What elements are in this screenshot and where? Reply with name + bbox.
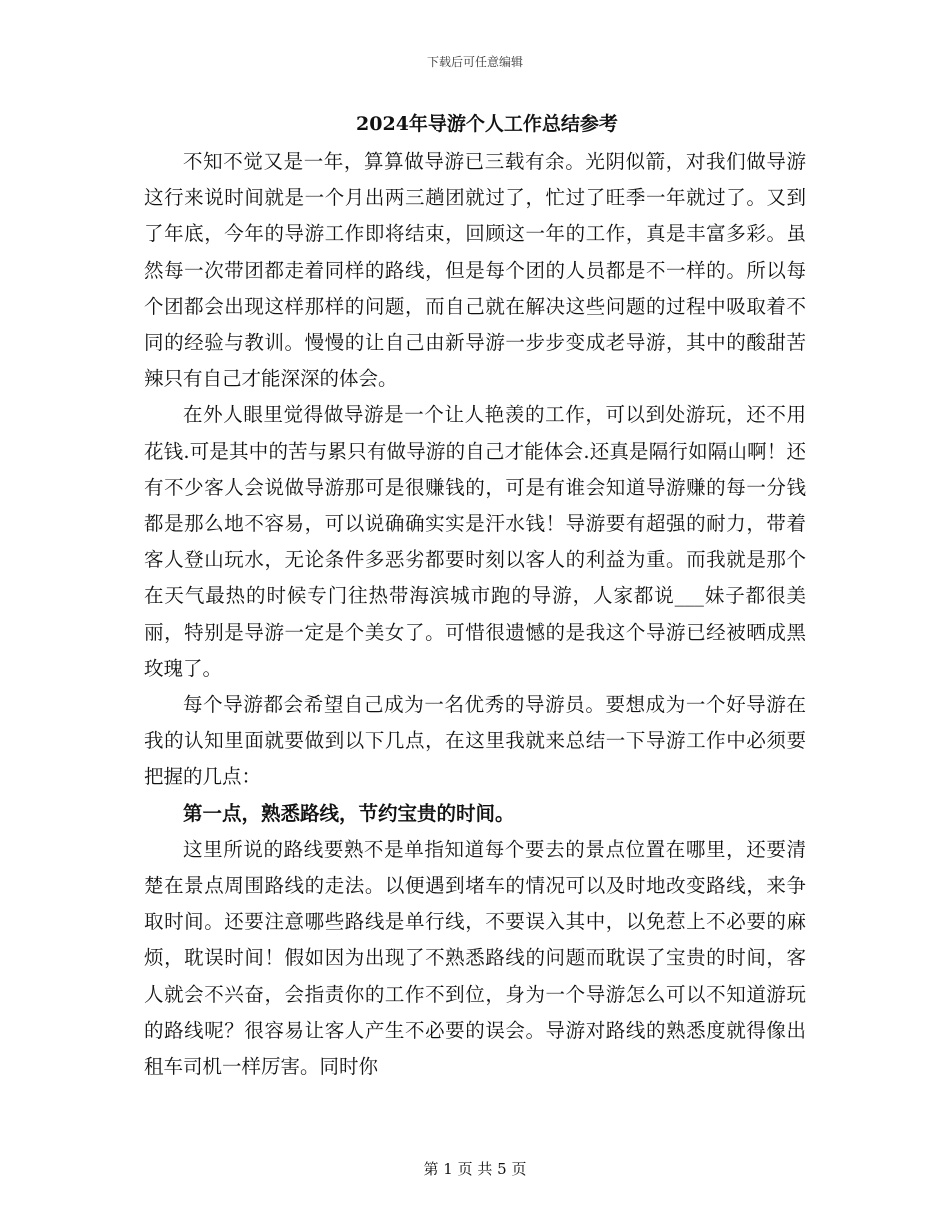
- paragraph-hardship: 在外人眼里觉得做导游是一个让人艳羡的工作，可以到处游玩，还不用花钱.可是其中的苦与累只有做导游的自己才能体会.还真是隔行如隔山啊！还有不少客人会说做导游那可是很赚钱的，可是有谁会知道导游赚的每一分钱都是那么地不容易，可以说确确实实是汗水钱！导游要有超强的耐力，带着客人登山玩水，无论条件多恶劣都要时刻以客人的利益为重。而我就是那个在天气最热的时候专门往热带海滨城市跑的导游，人家都说___妹子都很美丽，特别是导游一定是个美女了。可惜很遗憾的是我这个导游已经被晒成黑玫瑰了。: [144, 403, 806, 680]
- paragraph-routes: 这里所说的路线要熟不是单指知道每个要去的景点位置在哪里，还要清楚在景点周围路线的走法。以便遇到堵车的情况可以及时地改变路线，来争取时间。还要注意哪些路线是单行线，不要误入其中，以免惹上不必要的麻烦，耽误时间！假如因为出现了不熟悉路线的问题而耽误了宝贵的时间，客人就会不兴奋，会指责你的工作不到位，身为一个导游怎么可以不知道游玩的路线呢？很容易让客人产生不必要的误会。导游对路线的熟悉度就得像出租车司机一样厉害。同时你: [144, 837, 806, 1079]
- page-number: 第 1 页 共 5 页: [423, 1160, 527, 1178]
- page-header-note: 下载后可任意编辑: [426, 55, 523, 69]
- document-title: 2024年导游个人工作总结参考: [356, 113, 618, 135]
- document-body: [144, 108, 806, 1085]
- section-heading-first-point: 第一点，熟悉路线，节约宝贵的时间。: [183, 801, 515, 825]
- paragraph-intro: 不知不觉又是一年，算算做导游已三载有余。光阴似箭，对我们做导游这行来说时间就是一个月出两三趟团就过了，忙过了旺季一年就过了。又到了年底，今年的导游工作即将结束，回顾这一年的工作，真是丰富多彩。虽然每一次带团都走着同样的路线，但是每个团的人员都是不一样的。所以每个团都会出现这样那样的问题，而自己就在解决这些问题的过程中吸取着不同的经验与教训。慢慢的让自己由新导游一步步变成老导游，其中的酸甜苦辣只有自己才能深深的体会。: [144, 150, 806, 391]
- paragraph-good-guide: 每个导游都会希望自己成为一名优秀的导游员。要想成为一个好导游在我的认知里面就要做到以下几点，在这里我就来总结一下导游工作中必须要把握的几点：: [144, 693, 806, 789]
